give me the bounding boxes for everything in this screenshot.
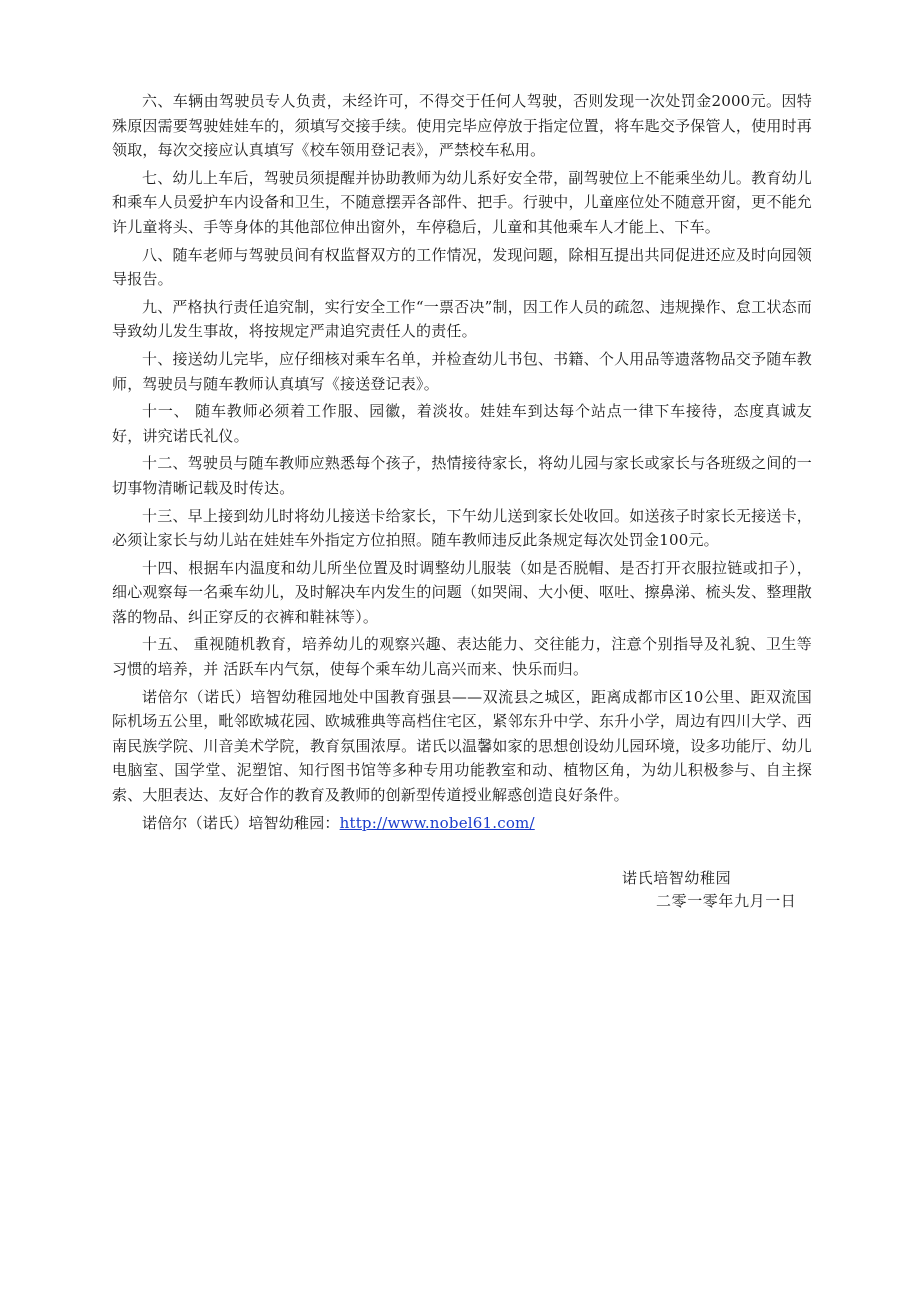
signature-organization: 诺氏培智幼稚园 <box>622 869 732 887</box>
paragraph-item-12: 十二、驾驶员与随车教师应熟悉每个孩子，热情接待家长，将幼儿园与家长或家长与各班级之间的一切事物清晰记载及时传达。 <box>112 454 812 497</box>
paragraph-item-11: 十一、 随车教师必须着工作服、园徽，着淡妆。娃娃车到达每个站点一律下车接待，态度真诚友好，讲究诺氏礼仪。 <box>112 402 812 445</box>
website-label: 诺倍尔（诺氏）培智幼稚园： <box>142 813 340 832</box>
paragraph-item-14: 十四、根据车内温度和幼儿所坐位置及时调整幼儿服装（如是否脱帽、是否打开衣服拉链或扣子）， 细心观察每一名乘车幼儿，及时解决车内发生的问题（如哭闹、大小便、呕吐、擦鼻涕、梳头发、整理散落的物品、纠正穿反的衣裤和鞋袜等）。 <box>112 558 812 626</box>
school-description-paragraph: 诺倍尔（诺氏）培智幼稚园地处中国教育强县——双流县之城区，距离成都市区10公里、距双流国际机场五公里，毗邻欧城花园、欧城雅典等高档住宅区，紧邻东升中学、东升小学，周边有四川大学、西南民族学院、川音美术学院，教育氛围浓厚。诺氏以温馨如家的思想创设幼儿园环境，设多功能厅、幼儿电脑室、国学堂、泥塑馆、知行图书馆等多种专用功能教室和动、植物区角，为幼儿积极参与、自主探索、大胆表达、友好合作的教育及教师的创新型传道授业解惑创造良好条件。 <box>112 687 812 805</box>
paragraph-item-7: 七、幼儿上车后，驾驶员须提醒并协助教师为幼儿系好安全带，副驾驶位上不能乘坐幼儿。教育幼儿和乘车人员爱护车内设备和卫生，不随意摆弄各部件、把手。行驶中，儿童座位处不随意开窗，更不能允许儿童将头、手等身体的其他部位伸出窗外，车停稳后，儿童和其他乘车人才能上、下车。 <box>112 168 812 236</box>
paragraph-item-15: 十五、 重视随机教育，培养幼儿的观察兴趣、表达能力、交往能力，注意个别指导及礼貌、卫生等习惯的培养，并 活跃车内气氛，使每个乘车幼儿高兴而来、快乐而归。 <box>112 635 812 679</box>
paragraph-item-9: 九、严格执行责任追究制，实行安全工作“一票否决”制，因工作人员的疏忽、违规操作、怠工状态而导致幼儿发生事故，将按规定严肃追究责任人的责任。 <box>112 297 812 341</box>
paragraph-item-10: 十、接送幼儿完毕，应仔细核对乘车名单，并检查幼儿书包、书籍、个人用品等遗落物品交予随车教师，驾驶员与随车教师认真填写《接送登记表》。 <box>112 349 812 393</box>
website-line <box>112 811 812 836</box>
document-body <box>112 89 812 838</box>
paragraph-item-13: 十三、早上接到幼儿时将幼儿接送卡给家长，下午幼儿送到家长处收回。如送孩子时家长无接送卡，必须让家长与幼儿站在娃娃车外指定方位拍照。随车教师违反此条规定每次处罚金100元。 <box>112 506 812 550</box>
signature-date: 二零一零年九月一日 <box>656 892 797 910</box>
website-link[interactable]: http://www.nobel61.com/ <box>339 813 535 832</box>
paragraph-item-8: 八、随车老师与驾驶员间有权监督双方的工作情况，发现问题，除相互提出共同促进还应及时向园领导报告。 <box>112 245 812 289</box>
paragraph-item-6: 六、车辆由驾驶员专人负责，未经许可，不得交于任何人驾驶，否则发现一次处罚金2000元。因特殊原因需要驾驶娃娃车的，须填写交接手续。使用完毕应停放于指定位置，将车匙交予保管人，使用时再领取，每次交接应认真填写《校车领用登记表》，严禁校车私用。 <box>112 92 812 160</box>
